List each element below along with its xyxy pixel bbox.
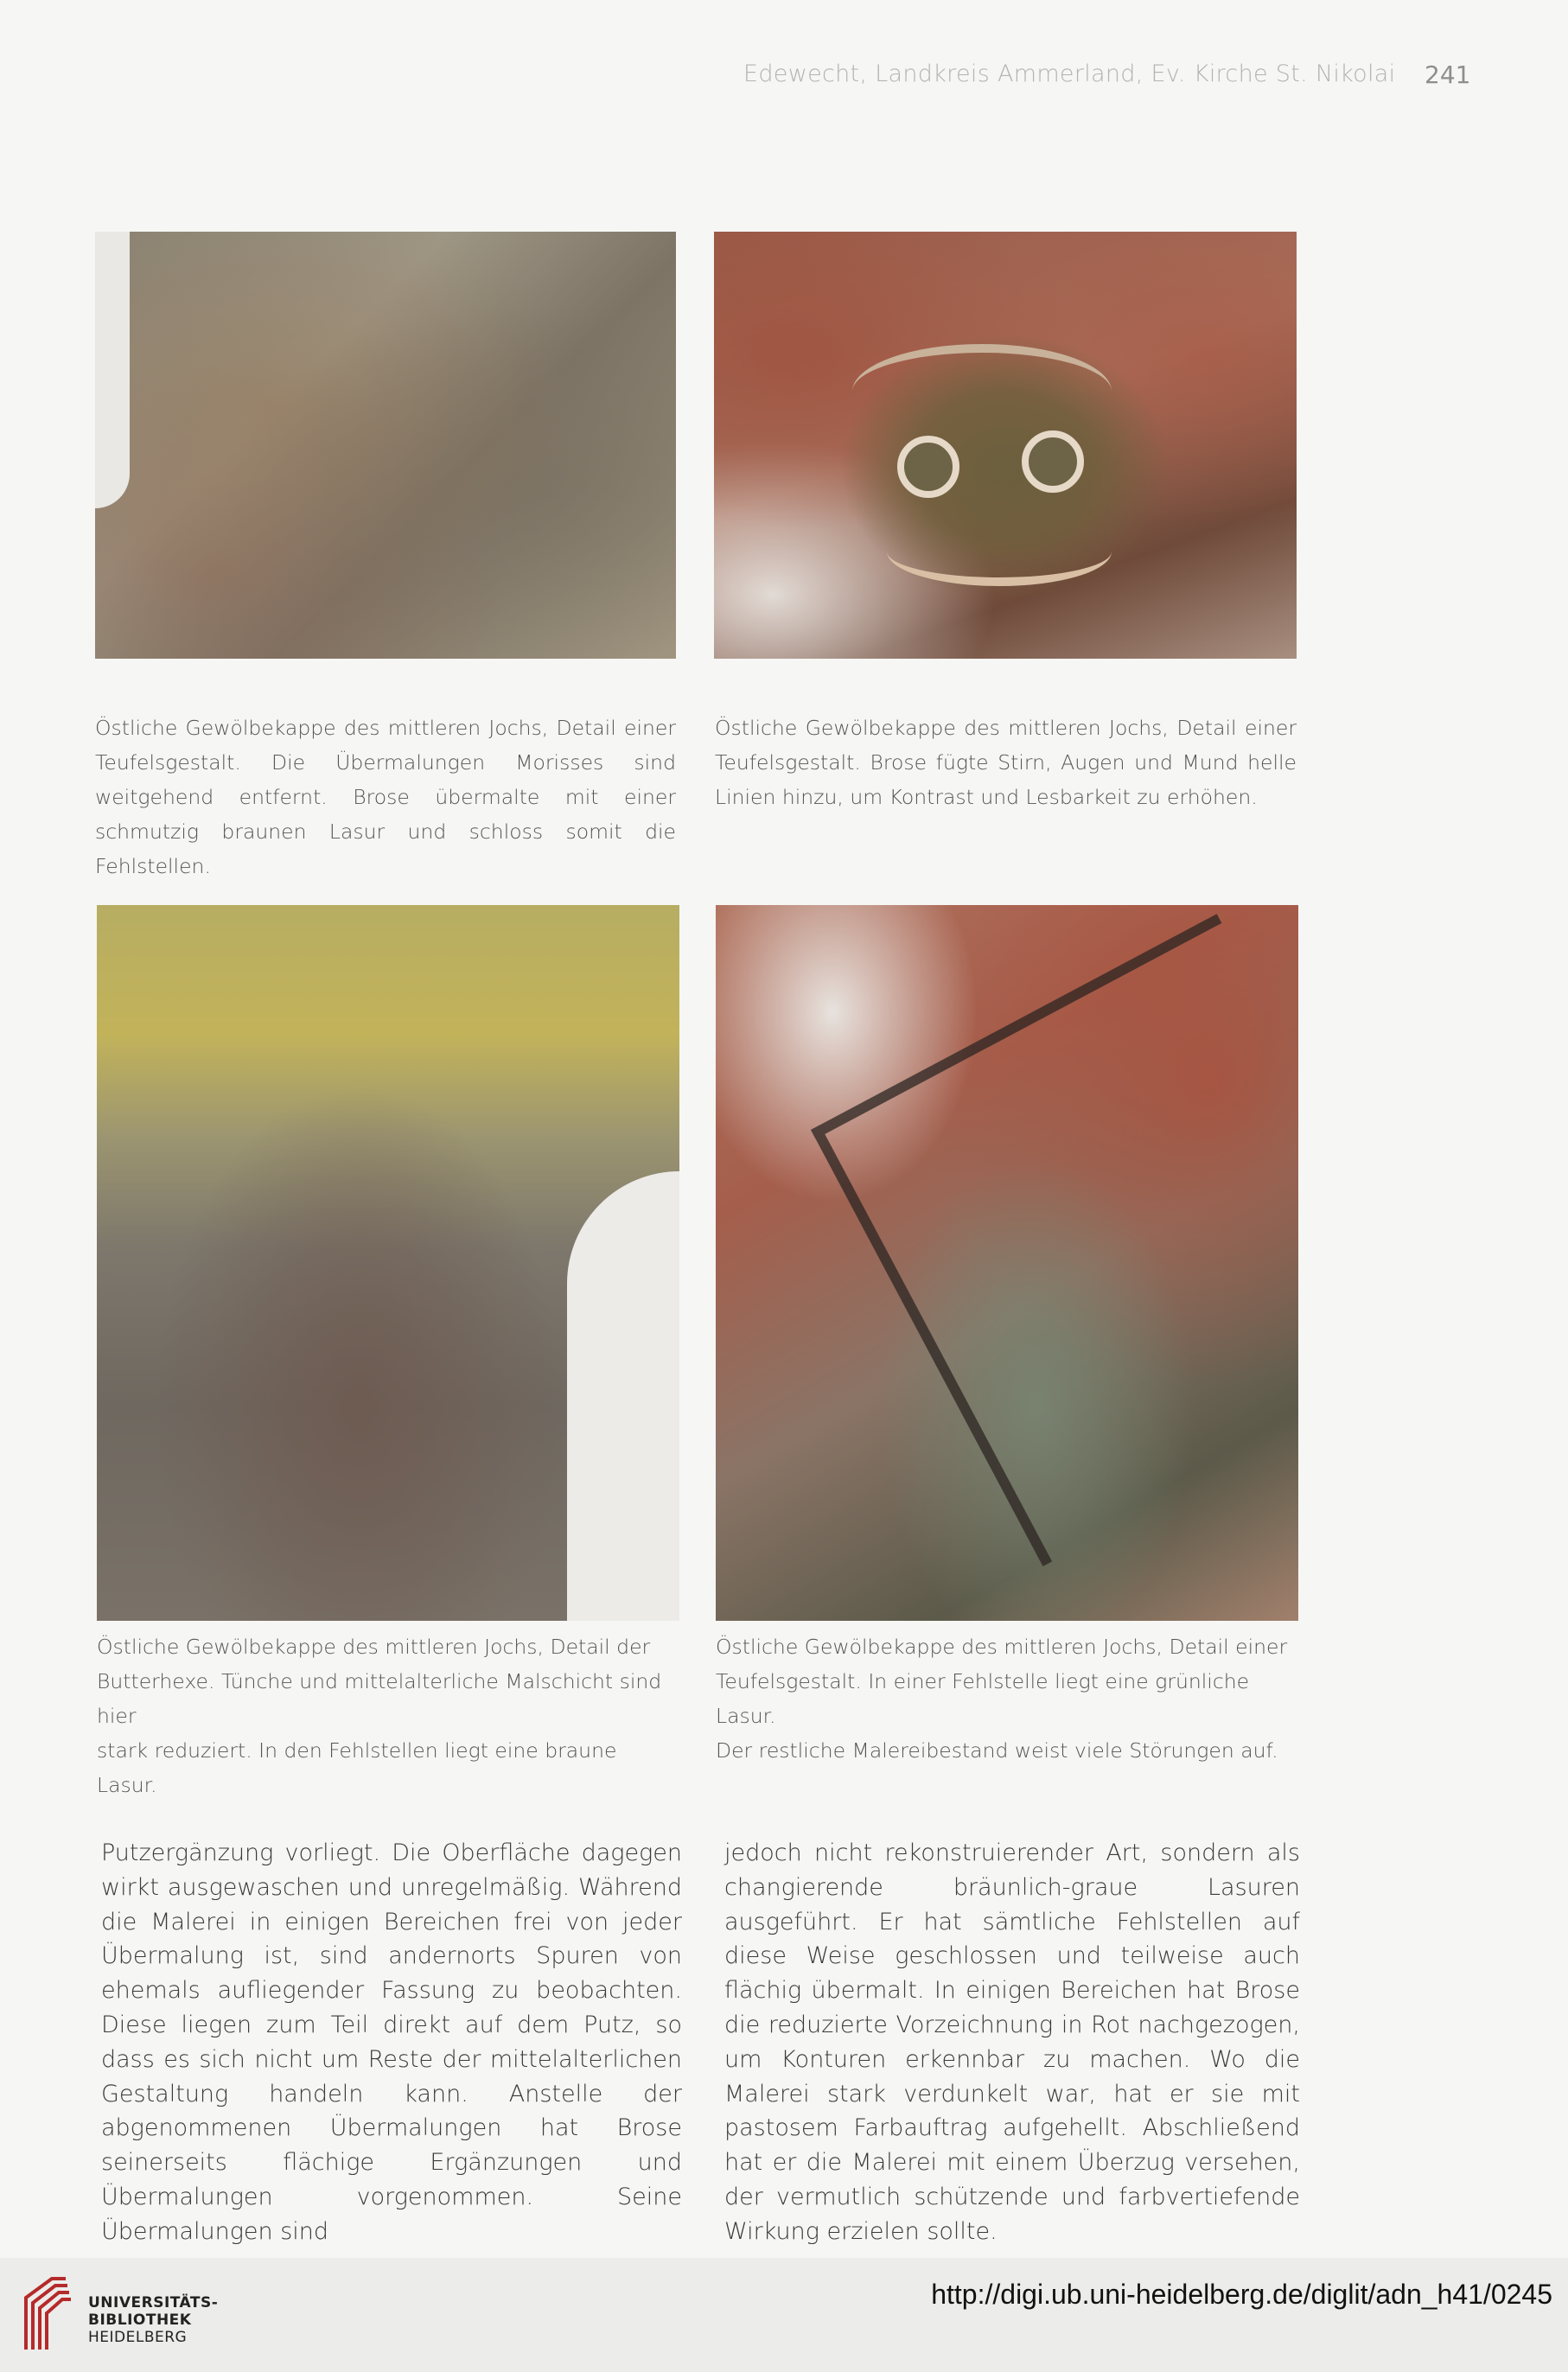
figure-devil-face bbox=[714, 232, 1297, 659]
permalink-url[interactable]: http://digi.ub.uni-heidelberg.de/diglit/adn_h41/0245 bbox=[931, 2279, 1552, 2310]
face-mouth-line bbox=[887, 517, 1112, 586]
figure-caption-3 bbox=[97, 1629, 678, 1802]
running-head: Edewecht, Landkreis Ammerland, Ev. Kirche St. Nikolai bbox=[743, 61, 1396, 87]
figure-caption-2: Östliche Gewölbekappe des mittleren Jochs, Detail einer Teufelsgestalt. Brose fügte Stirn, Augen und Mund helle Linien hinzu, um Kontrast und Lesbarkeit zu erhöhen. bbox=[715, 716, 1297, 809]
logo-line: BIBLIOTHEK bbox=[88, 2311, 192, 2329]
body-text-column-1: Putzergänzung vorliegt. Die Oberfläche dagegen wirkt ausgewaschen und unregelmäßig. Während die Malerei in einigen Bereichen frei von jeder Übermalung ist, sind andernorts Spuren von ehemals aufliegender Fassung zu beobachten. Diese liegen zum Teil direkt auf dem Putz, so dass es sich nicht um Reste der mittelalterlichen Gestaltung handeln kann. Anstelle der abgenommenen Übermalungen hat Brose seinerseits flächige Ergänzungen und Übermalungen vorgenommen. Seine Übermalungen sind bbox=[101, 1840, 682, 2245]
face-brow-line bbox=[852, 344, 1112, 439]
logo-line: UNIVERSITÄTS- bbox=[88, 2294, 219, 2311]
figure-caption-1: Östliche Gewölbekappe des mittleren Jochs, Detail einer Teufelsgestalt. Die Übermalungen Morisses sind weitgehend entfernt. Brose übermalte mit einer schmutzig braunen Lasur und schloss somit die Fehlstellen. bbox=[95, 716, 676, 878]
caption-line: Butterhexe. Tünche und mittelalterliche Malschicht sind hier bbox=[97, 1669, 662, 1728]
figure-butterhexe bbox=[97, 905, 679, 1621]
caption-line: Teufelsgestalt. In einer Fehlstelle liegt eine grünliche Lasur. bbox=[716, 1669, 1250, 1728]
logo-line: HEIDELBERG bbox=[88, 2329, 188, 2346]
caption-line: stark reduziert. In den Fehlstellen liegt eine braune Lasur. bbox=[97, 1738, 617, 1797]
caption-line: Der restliche Malereibestand weist viele Störungen auf. bbox=[716, 1738, 1278, 1763]
face-eye-left bbox=[897, 436, 959, 498]
digitization-footer bbox=[0, 2258, 1568, 2372]
caption-line: Östliche Gewölbekappe des mittleren Jochs, Detail einer bbox=[716, 1635, 1288, 1659]
figure-devil-detail-2 bbox=[716, 905, 1298, 1621]
library-logo-text[interactable] bbox=[88, 2294, 218, 2346]
page-number: 241 bbox=[1425, 61, 1471, 89]
face-eye-right bbox=[1022, 430, 1084, 493]
figure-devil-detail-1 bbox=[95, 232, 676, 659]
library-logo-icon bbox=[17, 2272, 74, 2355]
figure-caption-4 bbox=[716, 1629, 1297, 1768]
caption-line: Östliche Gewölbekappe des mittleren Jochs, Detail der bbox=[97, 1635, 651, 1659]
body-text-column-2: jedoch nicht rekonstruierender Art, sondern als changierende bräunlich-graue Lasuren ausgeführt. Er hat sämtliche Fehlstellen auf diese Weise geschlossen und teilweise auch flächig übermalt. In einigen Bereichen hat Brose die reduzierte Vorzeichnung in Rot nachgezogen, um Konturen erkennbar zu machen. Wo die Malerei stark verdunkelt war, hat er sie mit pastosem Farbauftrag aufgehellt. Abschließend hat er die Malerei mit einem Überzug versehen, der vermutlich schützende und farbvertiefende Wirkung erzielen sollte. bbox=[724, 1840, 1300, 2245]
